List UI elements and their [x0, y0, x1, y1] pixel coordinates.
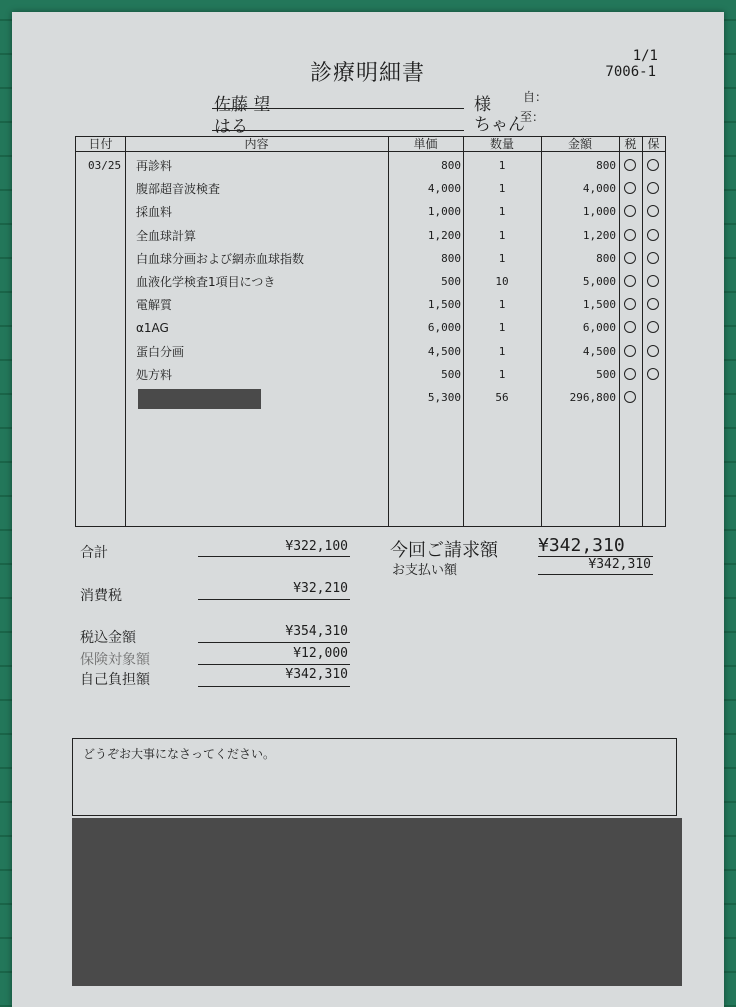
row-amount: 4,500 — [582, 344, 616, 358]
col-divider — [619, 137, 620, 526]
redacted-clinic-info — [72, 818, 682, 986]
insurance-circle-icon — [647, 252, 659, 264]
honorific-owner: 様 — [474, 95, 491, 115]
row-item: 腹部超音波検査 — [136, 182, 221, 197]
row-price: 1,200 — [427, 228, 461, 242]
col-header-insurance: 保 — [647, 137, 660, 151]
paid-label: お支払い額 — [392, 563, 458, 578]
insured-label: 保険対象額 — [80, 652, 150, 668]
tax-circle-icon — [624, 345, 636, 357]
col-header-date: 日付 — [88, 137, 113, 151]
from-label: 自： — [523, 90, 548, 104]
col-divider — [125, 137, 126, 526]
row-qty: 1 — [498, 344, 506, 358]
to-label: 至： — [520, 110, 545, 124]
insurance-circle-icon — [647, 205, 659, 217]
row-amount: 500 — [596, 367, 616, 381]
page-number: 1/1 — [632, 48, 658, 64]
tax-circle-icon — [624, 159, 636, 171]
total-label: 税込金額 — [80, 630, 136, 646]
insurance-circle-icon — [647, 345, 659, 357]
total-underline — [198, 642, 350, 643]
row-item: 採血料 — [136, 205, 173, 220]
paid-underline — [538, 574, 653, 575]
row-qty: 1 — [498, 298, 506, 312]
tax-circle-icon — [624, 205, 636, 217]
self-pay-label: 自己負担額 — [80, 672, 150, 688]
row-amount: 1,500 — [582, 298, 616, 312]
row-qty: 10 — [495, 275, 509, 288]
insurance-circle-icon — [647, 159, 659, 171]
col-header-tax: 税 — [624, 137, 637, 151]
row-amount: 296,800 — [569, 391, 616, 404]
row-item: 白血球分画および網赤血球指数 — [136, 251, 305, 266]
row-price: 6,000 — [427, 321, 461, 335]
tax-circle-icon — [624, 321, 636, 333]
row-price: 1,000 — [427, 205, 461, 219]
row-qty: 1 — [498, 182, 506, 196]
tax-circle-icon — [624, 391, 636, 403]
billing-value: ¥342,310 — [538, 535, 625, 556]
header-divider — [76, 151, 665, 152]
row-price: 4,500 — [427, 344, 461, 358]
row-price: 800 — [441, 159, 461, 172]
row-qty: 1 — [498, 367, 506, 381]
row-price: 1,500 — [427, 298, 461, 312]
document-number: 7006-1 — [605, 64, 656, 80]
paid-value: ¥342,310 — [588, 557, 651, 572]
tax-label: 消費税 — [80, 588, 122, 604]
col-header-qty: 数量 — [489, 137, 514, 151]
tax-underline — [198, 599, 350, 600]
message-box — [72, 738, 677, 816]
row-price: 500 — [441, 367, 461, 381]
tax-circle-icon — [624, 275, 636, 287]
row-amount: 1,000 — [582, 205, 616, 219]
row-price: 800 — [441, 251, 461, 265]
row-amount: 6,000 — [582, 321, 616, 335]
row-item: 処方料 — [136, 367, 173, 382]
row-item: α1AG — [136, 321, 169, 336]
billing-label: 今回ご請求額 — [390, 540, 498, 561]
row-amount: 5,000 — [582, 275, 616, 288]
tax-value: ¥32,210 — [293, 581, 348, 596]
document-title: 診療明細書 — [310, 61, 426, 86]
row-qty: 56 — [495, 391, 509, 404]
row-amount: 800 — [596, 251, 616, 265]
row-item: 全血球計算 — [136, 228, 197, 243]
col-header-price: 単価 — [413, 137, 438, 151]
owner-name: 佐藤 望 — [214, 95, 271, 115]
redacted-item — [138, 389, 261, 409]
row-item: 電解質 — [136, 298, 173, 313]
row-item: 再診料 — [136, 159, 173, 173]
owner-name-underline — [212, 108, 464, 109]
tax-circle-icon — [624, 252, 636, 264]
row-qty: 1 — [498, 321, 506, 335]
row-price: 5,300 — [427, 391, 461, 404]
insurance-circle-icon — [647, 298, 659, 310]
subtotal-label: 合計 — [80, 545, 108, 561]
row-qty: 1 — [498, 205, 506, 219]
row-date: 03/25 — [88, 159, 122, 172]
itemized-table — [75, 136, 666, 527]
pet-name-underline — [212, 130, 464, 131]
row-amount: 800 — [596, 159, 616, 172]
subtotal-underline — [198, 556, 350, 557]
insured-underline — [198, 664, 350, 665]
row-qty: 1 — [498, 228, 506, 242]
row-price: 500 — [441, 275, 461, 288]
tax-circle-icon — [624, 368, 636, 380]
row-item: 蛋白分画 — [136, 344, 185, 359]
insurance-circle-icon — [647, 368, 659, 380]
closing-message: どうぞお大事になさってください。 — [83, 747, 276, 761]
row-qty: 1 — [498, 251, 506, 265]
self-pay-value: ¥342,310 — [285, 667, 348, 682]
insurance-circle-icon — [647, 275, 659, 287]
pet-name: はる — [214, 117, 248, 137]
insurance-circle-icon — [647, 229, 659, 241]
tax-circle-icon — [624, 182, 636, 194]
self-pay-underline — [198, 686, 350, 687]
tax-circle-icon — [624, 229, 636, 241]
col-header-amount: 金額 — [567, 137, 592, 151]
insurance-circle-icon — [647, 321, 659, 333]
col-header-item: 内容 — [244, 137, 269, 151]
subtotal-value: ¥322,100 — [285, 539, 348, 554]
row-amount: 4,000 — [582, 182, 616, 196]
total-value: ¥354,310 — [285, 624, 348, 639]
row-item: 血液化学検査1項目につき — [136, 275, 276, 289]
row-price: 4,000 — [427, 182, 461, 196]
insurance-circle-icon — [647, 182, 659, 194]
insured-value: ¥12,000 — [293, 646, 348, 661]
col-divider — [642, 137, 643, 526]
tax-circle-icon — [624, 298, 636, 310]
honorific-pet: ちゃん — [474, 115, 525, 135]
row-amount: 1,200 — [582, 228, 616, 242]
row-qty: 1 — [498, 159, 506, 172]
